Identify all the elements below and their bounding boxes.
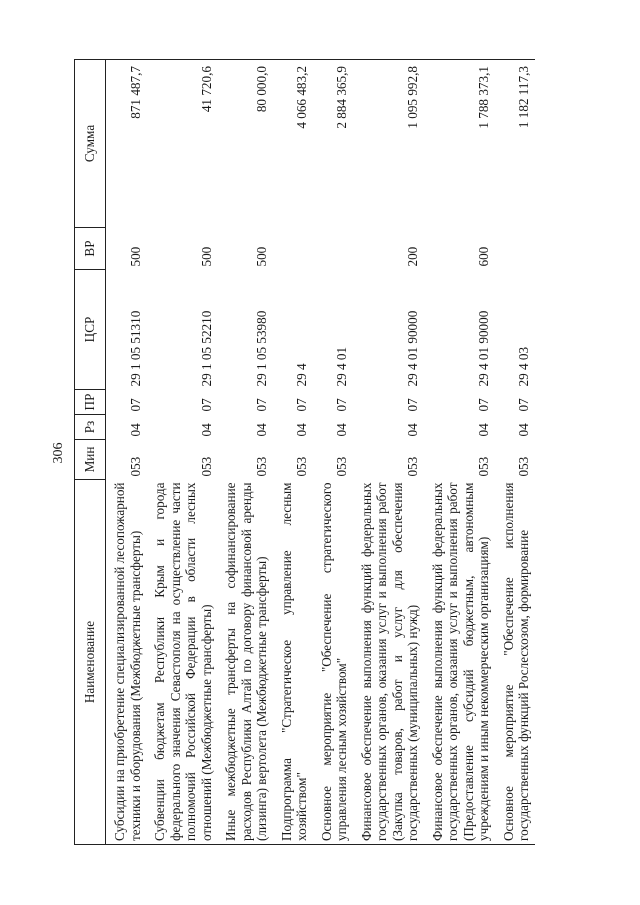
- row-vr: 600: [476, 246, 491, 267]
- row-name: Субвенции бюджетам Республики Крым и города федерального значения Севастополя на осуществление части полномочий Российской Федерации в области лесных отношений (Межбюджетные трансферты): [146, 480, 217, 845]
- row-sum: 41 720,6: [146, 60, 217, 228]
- row-csr: 29 4 01: [334, 346, 349, 387]
- header-vr: ВР: [75, 228, 106, 270]
- row-csr: 29 1 05 51310: [127, 310, 143, 387]
- header-csr: ЦСР: [75, 270, 106, 390]
- row-pr: 07: [294, 398, 309, 412]
- row-csr: 29 4 01 90000: [405, 310, 420, 387]
- row-vr: 200: [405, 246, 420, 267]
- row-pr: 07: [516, 398, 531, 412]
- header-pr: ПР: [75, 390, 106, 415]
- table-row: [495, 60, 535, 845]
- row-min: 053: [405, 456, 420, 477]
- row-pr: 07: [127, 398, 143, 412]
- header-rz: Рз: [75, 415, 106, 440]
- row-name: Субсидии на приобретение специализированной лесопожарной техники и оборудования (Межбюджетные трансферты): [106, 480, 147, 845]
- row-csr: 29 1 05 53980: [254, 310, 269, 387]
- row-vr: [313, 228, 353, 270]
- header-sum: Сумма: [75, 60, 106, 228]
- table-header-row: [75, 60, 106, 845]
- row-sum: 1 788 373,1: [424, 60, 495, 228]
- row-csr: 29 4: [294, 363, 309, 387]
- row-vr: [495, 228, 535, 270]
- row-min: 053: [127, 456, 143, 477]
- row-rz: 04: [334, 423, 349, 437]
- rotated-page-content: [74, 60, 609, 845]
- table-row: [353, 60, 424, 845]
- row-rz: 04: [476, 423, 491, 437]
- row-pr: 07: [476, 398, 491, 412]
- table-row: [106, 60, 147, 845]
- row-pr: 07: [254, 398, 269, 412]
- row-rz: 04: [294, 423, 309, 437]
- row-sum: 871 487,7: [106, 60, 147, 228]
- table-row: [313, 60, 353, 845]
- row-rz: 04: [254, 423, 269, 437]
- row-vr: 500: [198, 246, 214, 267]
- header-min: Мин: [75, 440, 106, 480]
- table-row: [424, 60, 495, 845]
- row-sum: 1 182 117,3: [495, 60, 535, 228]
- row-pr: 07: [334, 398, 349, 412]
- header-name: Наименование: [75, 480, 106, 845]
- row-csr: 29 4 01 90000: [476, 310, 491, 387]
- row-name: Финансовое обеспечение выполнения функций федеральных государственных органов, оказания услуг и выполнения работ (Предоставление субсидий бюджетным, автономным учреждениям и иным некоммерческим организациям): [424, 480, 495, 845]
- row-vr: 500: [127, 246, 143, 267]
- row-min: 053: [476, 456, 491, 477]
- row-min: 053: [334, 456, 349, 477]
- row-vr: 500: [254, 246, 269, 267]
- row-name: Основное мероприятие "Обеспечение исполнения государственных функций Рослесхозом, формирование: [495, 480, 535, 845]
- row-min: 053: [254, 456, 269, 477]
- table-row: [217, 60, 273, 845]
- row-min: 053: [516, 456, 531, 477]
- row-rz: 04: [127, 423, 143, 437]
- row-csr: 29 4 03: [516, 346, 531, 387]
- budget-table: [74, 59, 535, 845]
- row-rz: 04: [198, 423, 214, 437]
- row-sum: 4 066 483,2: [273, 60, 313, 228]
- row-pr: 07: [405, 398, 420, 412]
- row-min: 053: [198, 456, 214, 477]
- row-sum: 2 884 365,9: [313, 60, 353, 228]
- table-row: [146, 60, 217, 845]
- row-rz: 04: [516, 423, 531, 437]
- row-name: Иные межбюджетные трансферты на софинансирование расходов Республики Алтай по договору финансовой аренды (лизинга) вертолета (Межбюджетные трансферты): [217, 480, 273, 845]
- table-row: [273, 60, 313, 845]
- row-sum: 1 095 992,8: [353, 60, 424, 228]
- row-sum: 80 000,0: [217, 60, 273, 228]
- row-rz: 04: [405, 423, 420, 437]
- row-name: Подпрограмма "Стратегическое управление лесным хозяйством": [273, 480, 313, 845]
- row-vr: [273, 228, 313, 270]
- row-csr: 29 1 05 52210: [198, 310, 214, 387]
- row-min: 053: [294, 456, 309, 477]
- page-number: 306: [51, 442, 66, 464]
- row-pr: 07: [198, 398, 214, 412]
- row-name: Финансовое обеспечение выполнения функций федеральных государственных органов, оказания услуг и выполнения работ (Закупка товаров, работ и услуг для обеспечения государственных (муниципальных) нужд): [353, 480, 424, 845]
- row-name: Основное мероприятие "Обеспечение стратегического управления лесным хозяйством": [313, 480, 353, 845]
